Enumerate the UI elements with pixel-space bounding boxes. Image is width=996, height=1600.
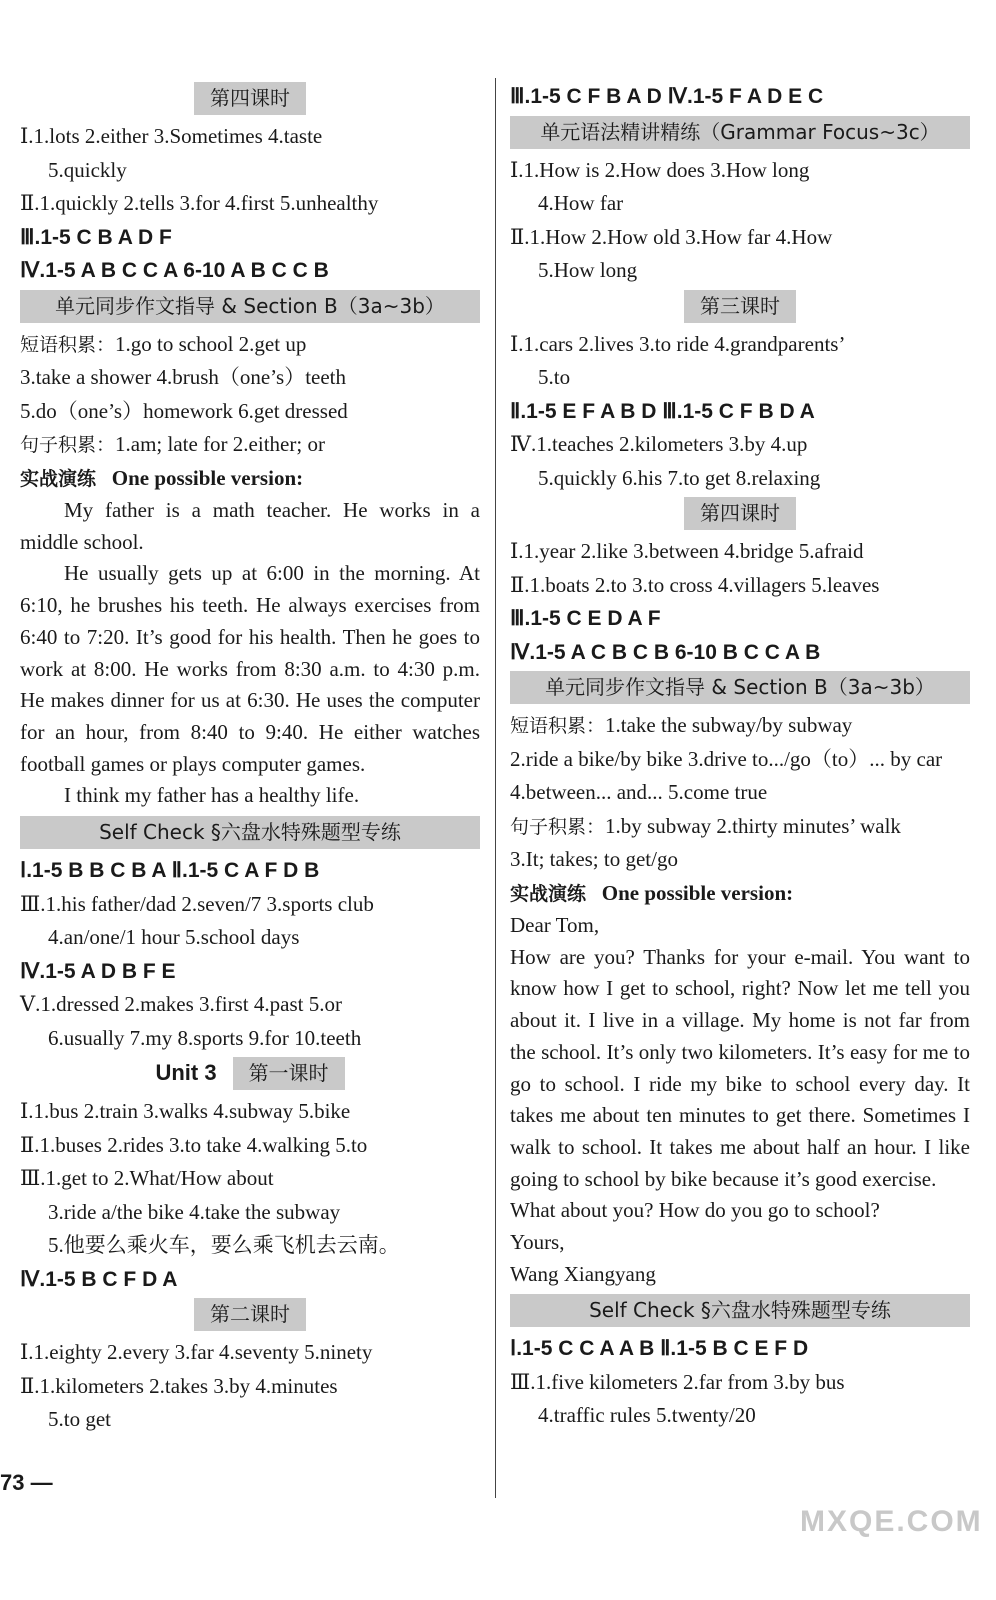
section-heading-writing: 单元同步作文指导 & Section B（3a~3b）: [510, 671, 970, 704]
letter-body: How are you? Thanks for your e-mail. You want to know how I get to school, right? Now let me tell you about it. I live in a village. My home is not far from the school. It’s only two kilometers. It’s easy for me to go to school. I ride my bike to school every day. It takes me about ten minutes to get there. Sometimes I walk to school. It takes me about half an hour. I like going to school by bike because it’s good exercise.: [510, 944, 970, 1191]
answer-line: 6.usually 7.my 8.sports 9.for 10.teeth: [48, 1025, 362, 1050]
answer-line: 5.to: [538, 365, 571, 389]
letter-question: What about you? How do you go to school?: [510, 1198, 880, 1223]
sentence-line: [20, 428, 480, 462]
section-heading-lesson-1: 第一课时: [233, 1057, 345, 1090]
section-heading-lesson-3: 第三课时: [684, 290, 796, 323]
section-heading-self-check: Self Check §六盘水特殊题型专练: [510, 1294, 970, 1327]
phrase-line: 5.do（one’s）homework 6.get dressed: [20, 398, 348, 423]
version-label: One possible version:: [601, 880, 794, 905]
watermark: MXQE.COM: [800, 1505, 983, 1538]
phrase-line: 2.ride a bike/by bike 3.drive to.../go（to）... by car: [510, 746, 943, 771]
answer-line: Ⅰ.1.eighty 2.every 3.far 4.seventy 5.ninety: [20, 1340, 373, 1365]
practice-line: [510, 877, 970, 911]
practice-label: 实战演练: [20, 467, 97, 490]
answer-line: 5.quickly 6.his 7.to get 8.relaxing: [538, 465, 821, 490]
letter-closing: Yours,: [510, 1230, 565, 1255]
answer-line: Ⅱ.1.buses 2.rides 3.to take 4.walking 5.to: [20, 1132, 368, 1157]
answer-line: Ⅳ.1-5 A B C C A 6-10 A B C C B: [20, 259, 329, 282]
answer-line: 4.How far: [538, 191, 624, 215]
answer-line: Ⅲ.1.get to 2.What/How about: [20, 1166, 274, 1191]
page-number: 73 —: [0, 1470, 53, 1495]
column-divider: [495, 78, 496, 1498]
answer-line: Ⅴ.1.dressed 2.makes 3.first 4.past 5.or: [20, 992, 342, 1017]
phrase-label: 短语积累：: [510, 715, 606, 737]
phrase-line: 4.between... and... 5.come true: [510, 780, 768, 804]
answer-line: 5.他要么乘火车，要么乘飞机去云南。: [48, 1233, 400, 1258]
answer-line: Ⅰ.1.bus 2.train 3.walks 4.subway 5.bike: [20, 1099, 351, 1124]
right-column: [510, 80, 970, 1433]
answer-line: Ⅰ.1-5 C C A A B Ⅱ.1-5 B C E F D: [510, 1337, 809, 1361]
answer-line: 4.an/one/1 hour 5.school days: [48, 925, 300, 950]
answer-line: Ⅲ.1.his father/dad 2.seven/7 3.sports club: [20, 891, 374, 916]
phrase-text: 1.take the subway/by subway: [605, 713, 853, 737]
left-column: [20, 80, 480, 1437]
answer-line: Ⅳ.1-5 B C F D A: [20, 1267, 178, 1291]
answer-line: Ⅰ.1.lots 2.either 3.Sometimes 4.taste: [20, 124, 323, 148]
unit-title: Unit 3: [155, 1060, 217, 1086]
answer-line: Ⅰ.1.How is 2.How does 3.How long: [510, 157, 810, 182]
section-heading-lesson-2: 第二课时: [194, 1298, 306, 1331]
answer-line: 4.traffic rules 5.twenty/20: [538, 1403, 756, 1428]
phrase-line: [20, 328, 480, 362]
phrase-line: 3.take a shower 4.brush（one’s）teeth: [20, 365, 347, 389]
answer-line: Ⅲ.1.five kilometers 2.far from 3.by bus: [510, 1369, 845, 1394]
letter-greeting: Dear Tom,: [510, 913, 600, 937]
essay-paragraph: My father is a math teacher. He works in a middle school.: [20, 498, 480, 554]
section-heading-lesson-4: 第四课时: [684, 497, 796, 530]
sentence-line: [510, 810, 970, 844]
answer-line: Ⅲ.1-5 C B A D F: [20, 225, 172, 249]
answer-line: Ⅱ.1.kilometers 2.takes 3.by 4.minutes: [20, 1373, 338, 1398]
practice-line: [20, 462, 480, 496]
essay-paragraph: He usually gets up at 6:00 in the morning. At 6:10, he brushes his teeth. He always exercises from 6:40 to 7:20. It’s good for his health. Then he goes to work at 8:00. He works from 8:30 a.m. to 4:30 p.m. He makes dinner for us at 6:30. He uses the computer for an hour, from 8:40 to 9:40. He either watches football games or plays computer games.: [20, 561, 480, 776]
section-heading-lesson-4: 第四课时: [194, 82, 306, 115]
answer-line: Ⅲ.1-5 C F B A D Ⅳ.1-5 F A D E C: [510, 85, 824, 108]
answer-line: Ⅰ.1.year 2.like 3.between 4.bridge 5.afraid: [510, 539, 864, 563]
answer-line: 5.How long: [538, 258, 638, 282]
version-label: One possible version:: [111, 465, 304, 490]
answer-line: Ⅳ.1.teaches 2.kilometers 3.by 4.up: [510, 432, 808, 456]
essay-paragraph: I think my father has a healthy life.: [64, 783, 360, 808]
answer-line: Ⅰ.1-5 B B C B A Ⅱ.1-5 C A F D B: [20, 859, 320, 883]
practice-label: 实战演练: [510, 882, 587, 905]
answer-line: 5.to get: [48, 1407, 111, 1432]
answer-line: Ⅳ.1-5 A C B C B 6-10 B C C A B: [510, 640, 821, 664]
answer-line: Ⅱ.1.quickly 2.tells 3.for 4.first 5.unhealthy: [20, 191, 379, 215]
phrase-line: [510, 709, 970, 743]
sentence-label: 句子积累：: [510, 815, 606, 838]
section-heading-writing: 单元同步作文指导 & Section B（3a~3b）: [20, 290, 480, 323]
answer-line: 5.quickly: [48, 157, 127, 182]
section-heading-self-check: Self Check §六盘水特殊题型专练: [20, 816, 480, 849]
answer-line: 3.ride a/the bike 4.take the subway: [48, 1199, 341, 1224]
section-heading-grammar: 单元语法精讲精练（Grammar Focus~3c）: [510, 116, 970, 149]
answer-line: Ⅲ.1-5 C E D A F: [510, 607, 661, 630]
phrase-label: 短语积累：: [20, 333, 116, 356]
answer-line: Ⅱ.1.How 2.How old 3.How far 4.How: [510, 224, 833, 249]
answer-line: Ⅳ.1-5 A D B F E: [20, 959, 176, 983]
answer-line: Ⅱ.1.boats 2.to 3.to cross 4.villagers 5.leaves: [510, 572, 880, 597]
sentence-label: 句子积累：: [20, 434, 116, 456]
letter-signature: Wang Xiangyang: [510, 1261, 656, 1286]
phrase-text: 1.go to school 2.get up: [115, 331, 307, 356]
answer-line: Ⅱ.1-5 E F A B D Ⅲ.1-5 C F B D A: [510, 399, 815, 423]
sentence-text: 1.by subway 2.thirty minutes’ walk: [605, 813, 901, 838]
sentence-line: 3.It; takes; to get/go: [510, 847, 678, 871]
answer-line: Ⅰ.1.cars 2.lives 3.to ride 4.grandparents’: [510, 331, 846, 356]
sentence-text: 1.am; late for 2.either; or: [115, 432, 325, 456]
